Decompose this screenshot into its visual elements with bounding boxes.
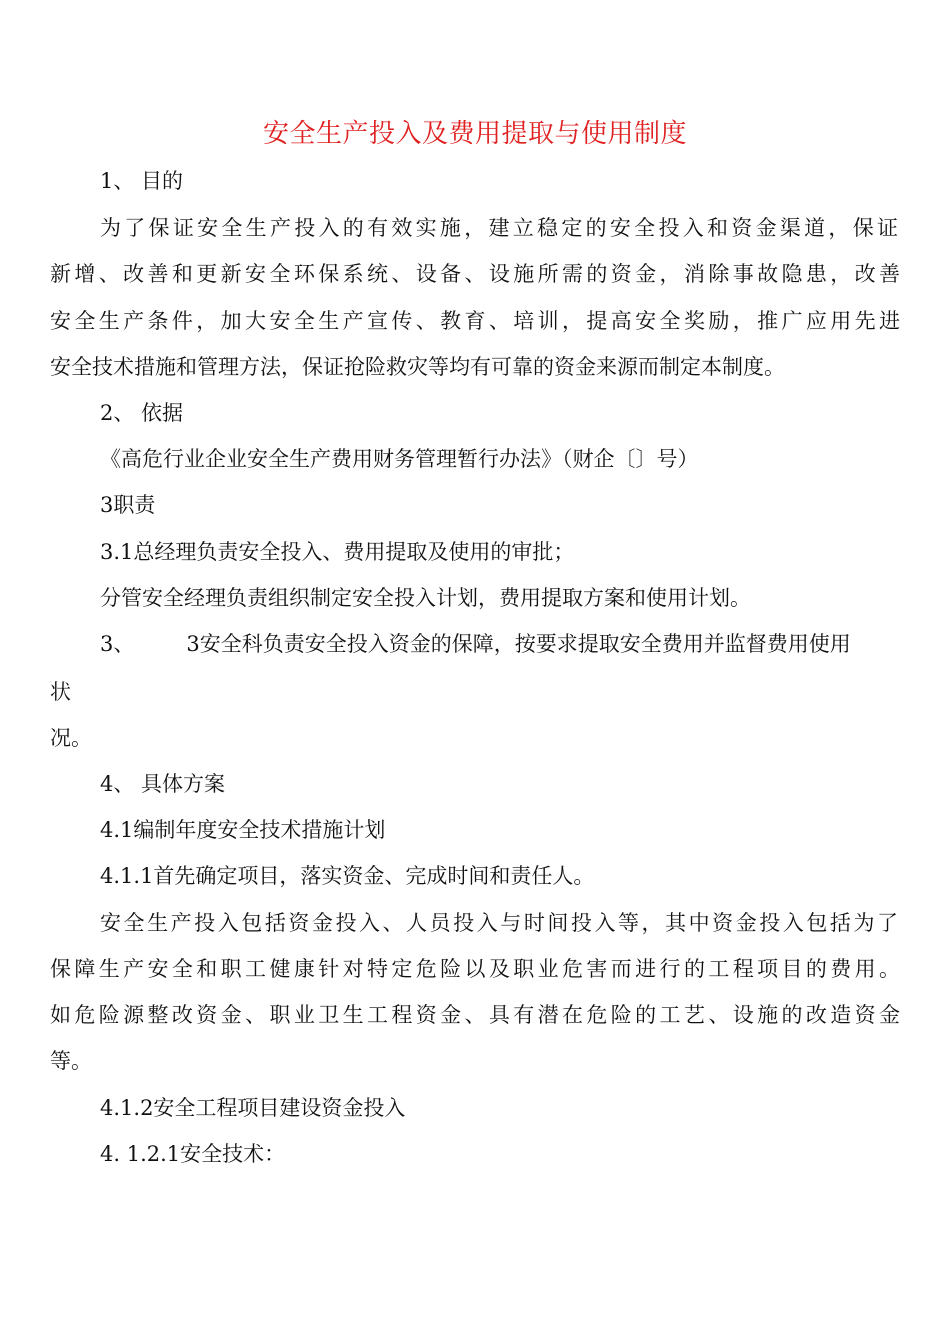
regulation-reference: 《高危行业企业安全生产费用财务管理暂行办法》（财企〔〕号）: [100, 447, 699, 471]
section-3-heading: 3职责: [100, 493, 156, 517]
paragraph-line: 如危险源整改资金、职业卫生工程资金、具有潜在危险的工艺、设施的改造资金: [50, 1003, 900, 1027]
duty-3-3-text: 3安全科负责安全投入资金的保障，按要求提取安全费用并监督费用使用: [186, 632, 851, 656]
section-2-heading: 2、 依据: [100, 401, 184, 425]
paragraph-line: 保障生产安全和职工健康针对特定危险以及职业危害而进行的工程项目的费用。: [50, 957, 900, 981]
document-title: 安全生产投入及费用提取与使用制度: [262, 119, 687, 149]
subsection-4-1-1: 4.1.1首先确定项目，落实资金、完成时间和责任人。: [100, 864, 595, 888]
paragraph-line: 安全生产投入包括资金投入、人员投入与时间投入等，其中资金投入包括为了: [100, 911, 898, 935]
paragraph-line: 等。: [50, 1049, 92, 1073]
paragraph-line: 为了保证安全生产投入的有效实施，建立稳定的安全投入和资金渠道，保证: [100, 216, 898, 240]
subsection-4-1-2-1: 4. 1.2.1安全技术：: [100, 1142, 286, 1166]
subsection-4-1: 4.1编制年度安全技术措施计划: [100, 818, 386, 842]
duty-3-3-number: 3、: [100, 632, 135, 656]
duty-3-2: 分管安全经理负责组织制定安全投入计划，费用提取方案和使用计划。: [100, 586, 751, 610]
section-1-heading: 1、 目的: [100, 169, 184, 193]
duty-3-1: 3.1总经理负责安全投入、费用提取及使用的审批；: [100, 540, 575, 564]
paragraph-line: 新增、改善和更新安全环保系统、设备、设施所需的资金，消除事故隐患，改善: [50, 262, 900, 286]
duty-3-3-continuation: 状: [50, 680, 71, 704]
paragraph-line: 安全生产条件，加大安全生产宣传、教育、培训，提高安全奖励，推广应用先进: [50, 309, 900, 333]
paragraph-line: 安全技术措施和管理方法，保证抢险救灾等均有可靠的资金来源而制定本制度。: [50, 355, 785, 379]
duty-3-3-continuation: 况。: [50, 726, 92, 750]
section-4-heading: 4、 具体方案: [100, 772, 226, 796]
subsection-4-1-2: 4.1.2安全工程项目建设资金投入: [100, 1096, 406, 1120]
duty-3-3: [100, 629, 851, 659]
